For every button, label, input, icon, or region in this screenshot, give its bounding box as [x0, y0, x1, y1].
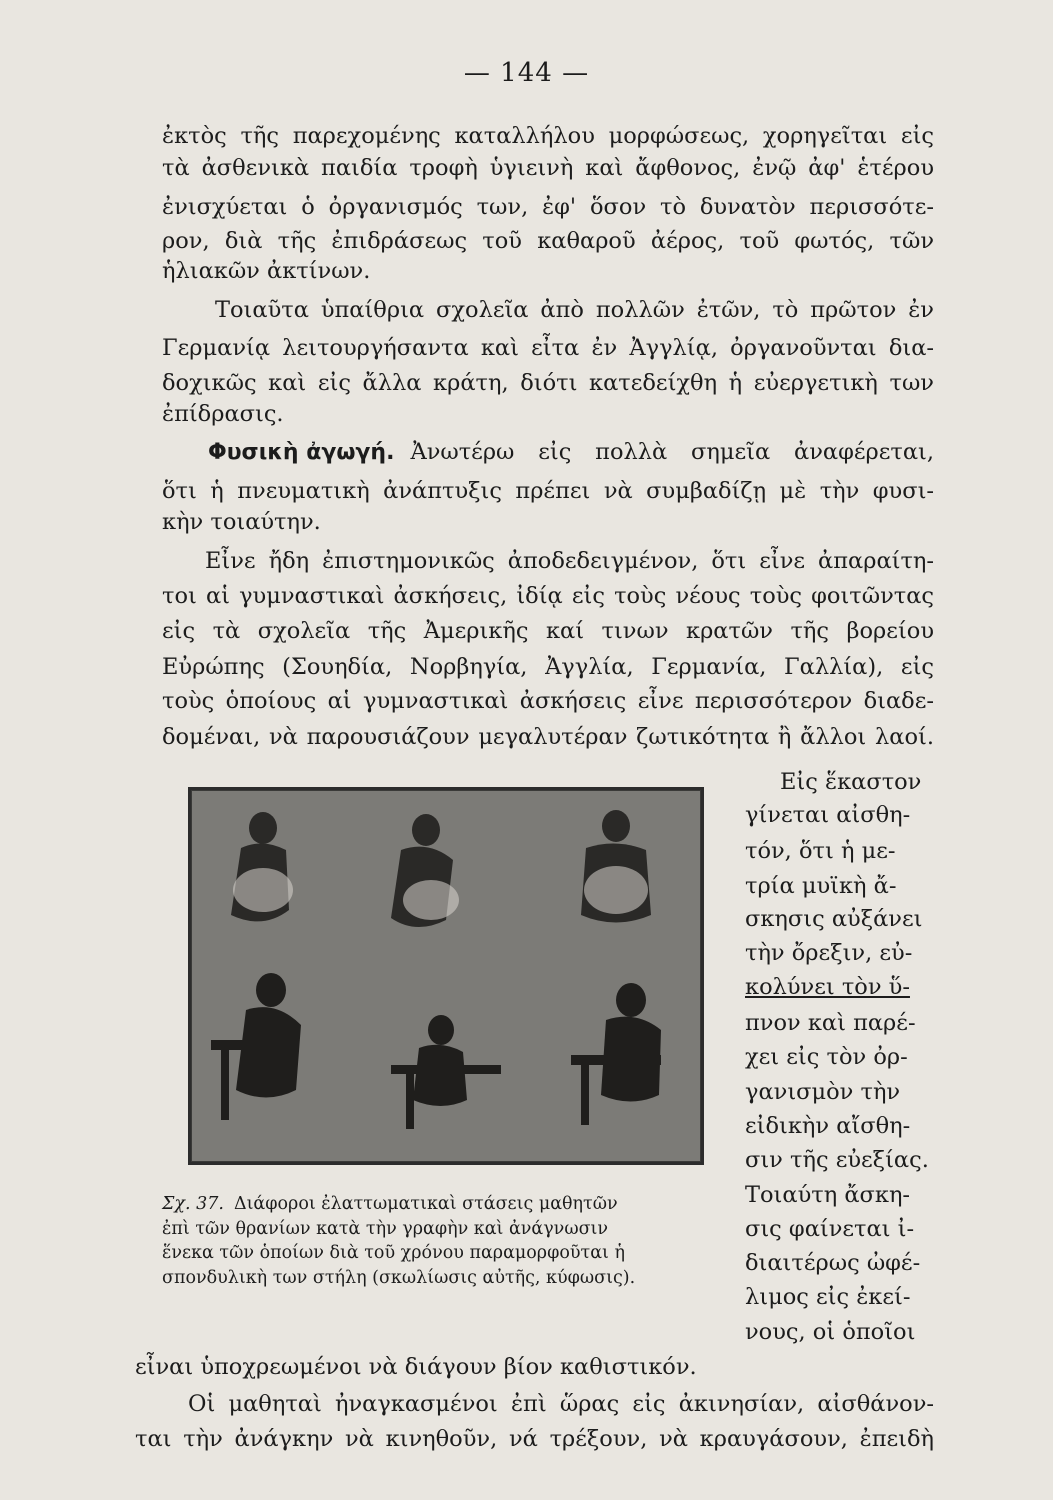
text-line: ὅτι ἡ πνευματικὴ ἀνάπτυξις πρέπει νὰ συμβαδίζῃ μὲ τὴν φυσι- [162, 478, 934, 504]
text-line: Εἶνε ἤδη ἐπιστημονικῶς ἀποδεδειγμένον, ὅτι εἶνε ἀπαραίτη- [205, 548, 934, 574]
text-line: τόν, ὅτι ἡ με- [745, 838, 896, 864]
text-line: τοὺς ὁποίους αἱ γυμναστικαὶ ἀσκήσεις εἶνε περισσότερον διαδε- [162, 688, 934, 714]
text-line: τοι αἱ γυμναστικαὶ ἀσκήσεις, ἰδίᾳ εἰς τοὺς νέους τοὺς φοιτῶντας [162, 583, 934, 609]
caption-line [162, 1192, 710, 1217]
text-line: σκησις αὐξάνει [745, 906, 923, 932]
text-line: σιν τῆς εὐεξίας. [745, 1147, 929, 1173]
text-line: διαιτέρως ὠφέ- [745, 1250, 921, 1276]
text-line: γίνεται αἰσθη- [745, 802, 911, 828]
text-line: τὰ ἀσθενικὰ παιδία τροφὴ ὑγιεινὴ καὶ ἄφθονος, ἐνῷ ἀφ' ἑτέρου [162, 155, 934, 181]
text-line: λιμος εἰς ἐκεί- [745, 1284, 911, 1310]
text-line: Εἰς ἕκαστον [780, 769, 922, 795]
text-line: γανισμὸν τὴν [745, 1079, 901, 1105]
page-number: — 144 — [463, 58, 590, 88]
text-line: εἰδικὴν αἴσθη- [745, 1113, 911, 1139]
text-line: ται τὴν ἀνάγκην νὰ κινηθοῦν, νά τρέξουν, νὰ κραυγάσουν, ἐπειδὴ [135, 1426, 934, 1452]
text-line: τὴν ὄρεξιν, εὐ- [745, 940, 913, 966]
text-line: Τοιαύτη ἄσκη- [745, 1182, 911, 1208]
text-line: δοχικῶς καὶ εἰς ἄλλα κράτη, διότι κατεδείχθη ἡ εὐεργετικὴ των [162, 370, 934, 396]
text-line: κὴν τοιαύτην. [162, 509, 321, 535]
text-line: ἐπίδρασις. [162, 401, 284, 427]
text-line: Εὐρώπης (Σουηδία, Νορβηγία, Ἀγγλία, Γερμανία, Γαλλία), εἰς [162, 654, 934, 680]
posture-illustration [191, 790, 701, 1162]
text-line: τρία μυϊκὴ ἄ- [745, 873, 897, 899]
caption-line: ἕνεκα τῶν ὁποίων διὰ τοῦ χρόνου παραμορφοῦται ἡ [162, 1243, 625, 1263]
text-line: σις φαίνεται ἰ- [745, 1216, 915, 1242]
section-heading: Φυσικὴ ἀγωγή. [208, 440, 395, 465]
text-line: ἡλιακῶν ἀκτίνων. [162, 258, 371, 284]
text-line: ἐνισχύεται ὁ ὀργανισμός των, ἐφ' ὅσον τὸ δυνατὸν περισσότε- [162, 194, 934, 220]
text-line: εἶναι ὑποχρεωμένοι νὰ διάγουν βίον καθιστικόν. [135, 1354, 697, 1380]
text-line: Γερμανίᾳ λειτουργήσαντα καὶ εἶτα ἐν Ἀγγλίᾳ, ὀργανοῦνται δια- [162, 335, 934, 361]
text-line: Οἱ μαθηταὶ ἠναγκασμένοι ἐπὶ ὥρας εἰς ἀκινησίαν, αἰσθάνον- [188, 1391, 934, 1417]
text-line: κολύνει τὸν ὕ- [745, 974, 910, 1000]
text-line: Τοιαῦτα ὑπαίθρια σχολεῖα ἀπὸ πολλῶν ἐτῶν, τὸ πρῶτον ἐν [215, 297, 934, 323]
text-line: ἐκτὸς τῆς παρεχομένης καταλλήλου μορφώσεως, χορηγεῖται εἰς [162, 123, 934, 149]
figure-label: Σχ. 37. [162, 1194, 224, 1214]
text-line: πνον καὶ παρέ- [745, 1010, 916, 1036]
text-line: νους, οἱ ὁποῖοι [745, 1319, 916, 1345]
text-line: Ἀνωτέρω εἰς πολλὰ σημεῖα ἀναφέρεται, [410, 439, 934, 465]
text-line: χει εἰς τὸν ὀρ- [745, 1044, 908, 1070]
text-line: δομέναι, νὰ παρουσιάζουν μεγαλυτέραν ζωτικότητα ἢ ἄλλοι λαοί. [162, 724, 934, 750]
figure-image-school-postures [188, 787, 704, 1165]
caption-line: σπονδυλικὴ των στήλη (σκωλίωσις αὐτῆς, κύφωσις). [162, 1267, 636, 1288]
caption-line: ἐπὶ τῶν θρανίων κατὰ τὴν γραφὴν καὶ ἀνάγνωσιν [162, 1218, 609, 1239]
text-line: εἰς τὰ σχολεῖα τῆς Ἀμερικῆς καί τινων κρατῶν τῆς βορείου [162, 618, 934, 644]
section-heading-line [208, 438, 934, 467]
figure-caption [162, 1192, 710, 1290]
text-line: ρον, διὰ τῆς ἐπιδράσεως τοῦ καθαροῦ ἀέρος, τοῦ φωτός, τῶν [162, 228, 934, 254]
caption-text: Διάφοροι ἐλαττωματικαὶ στάσεις μαθητῶν [233, 1194, 618, 1214]
